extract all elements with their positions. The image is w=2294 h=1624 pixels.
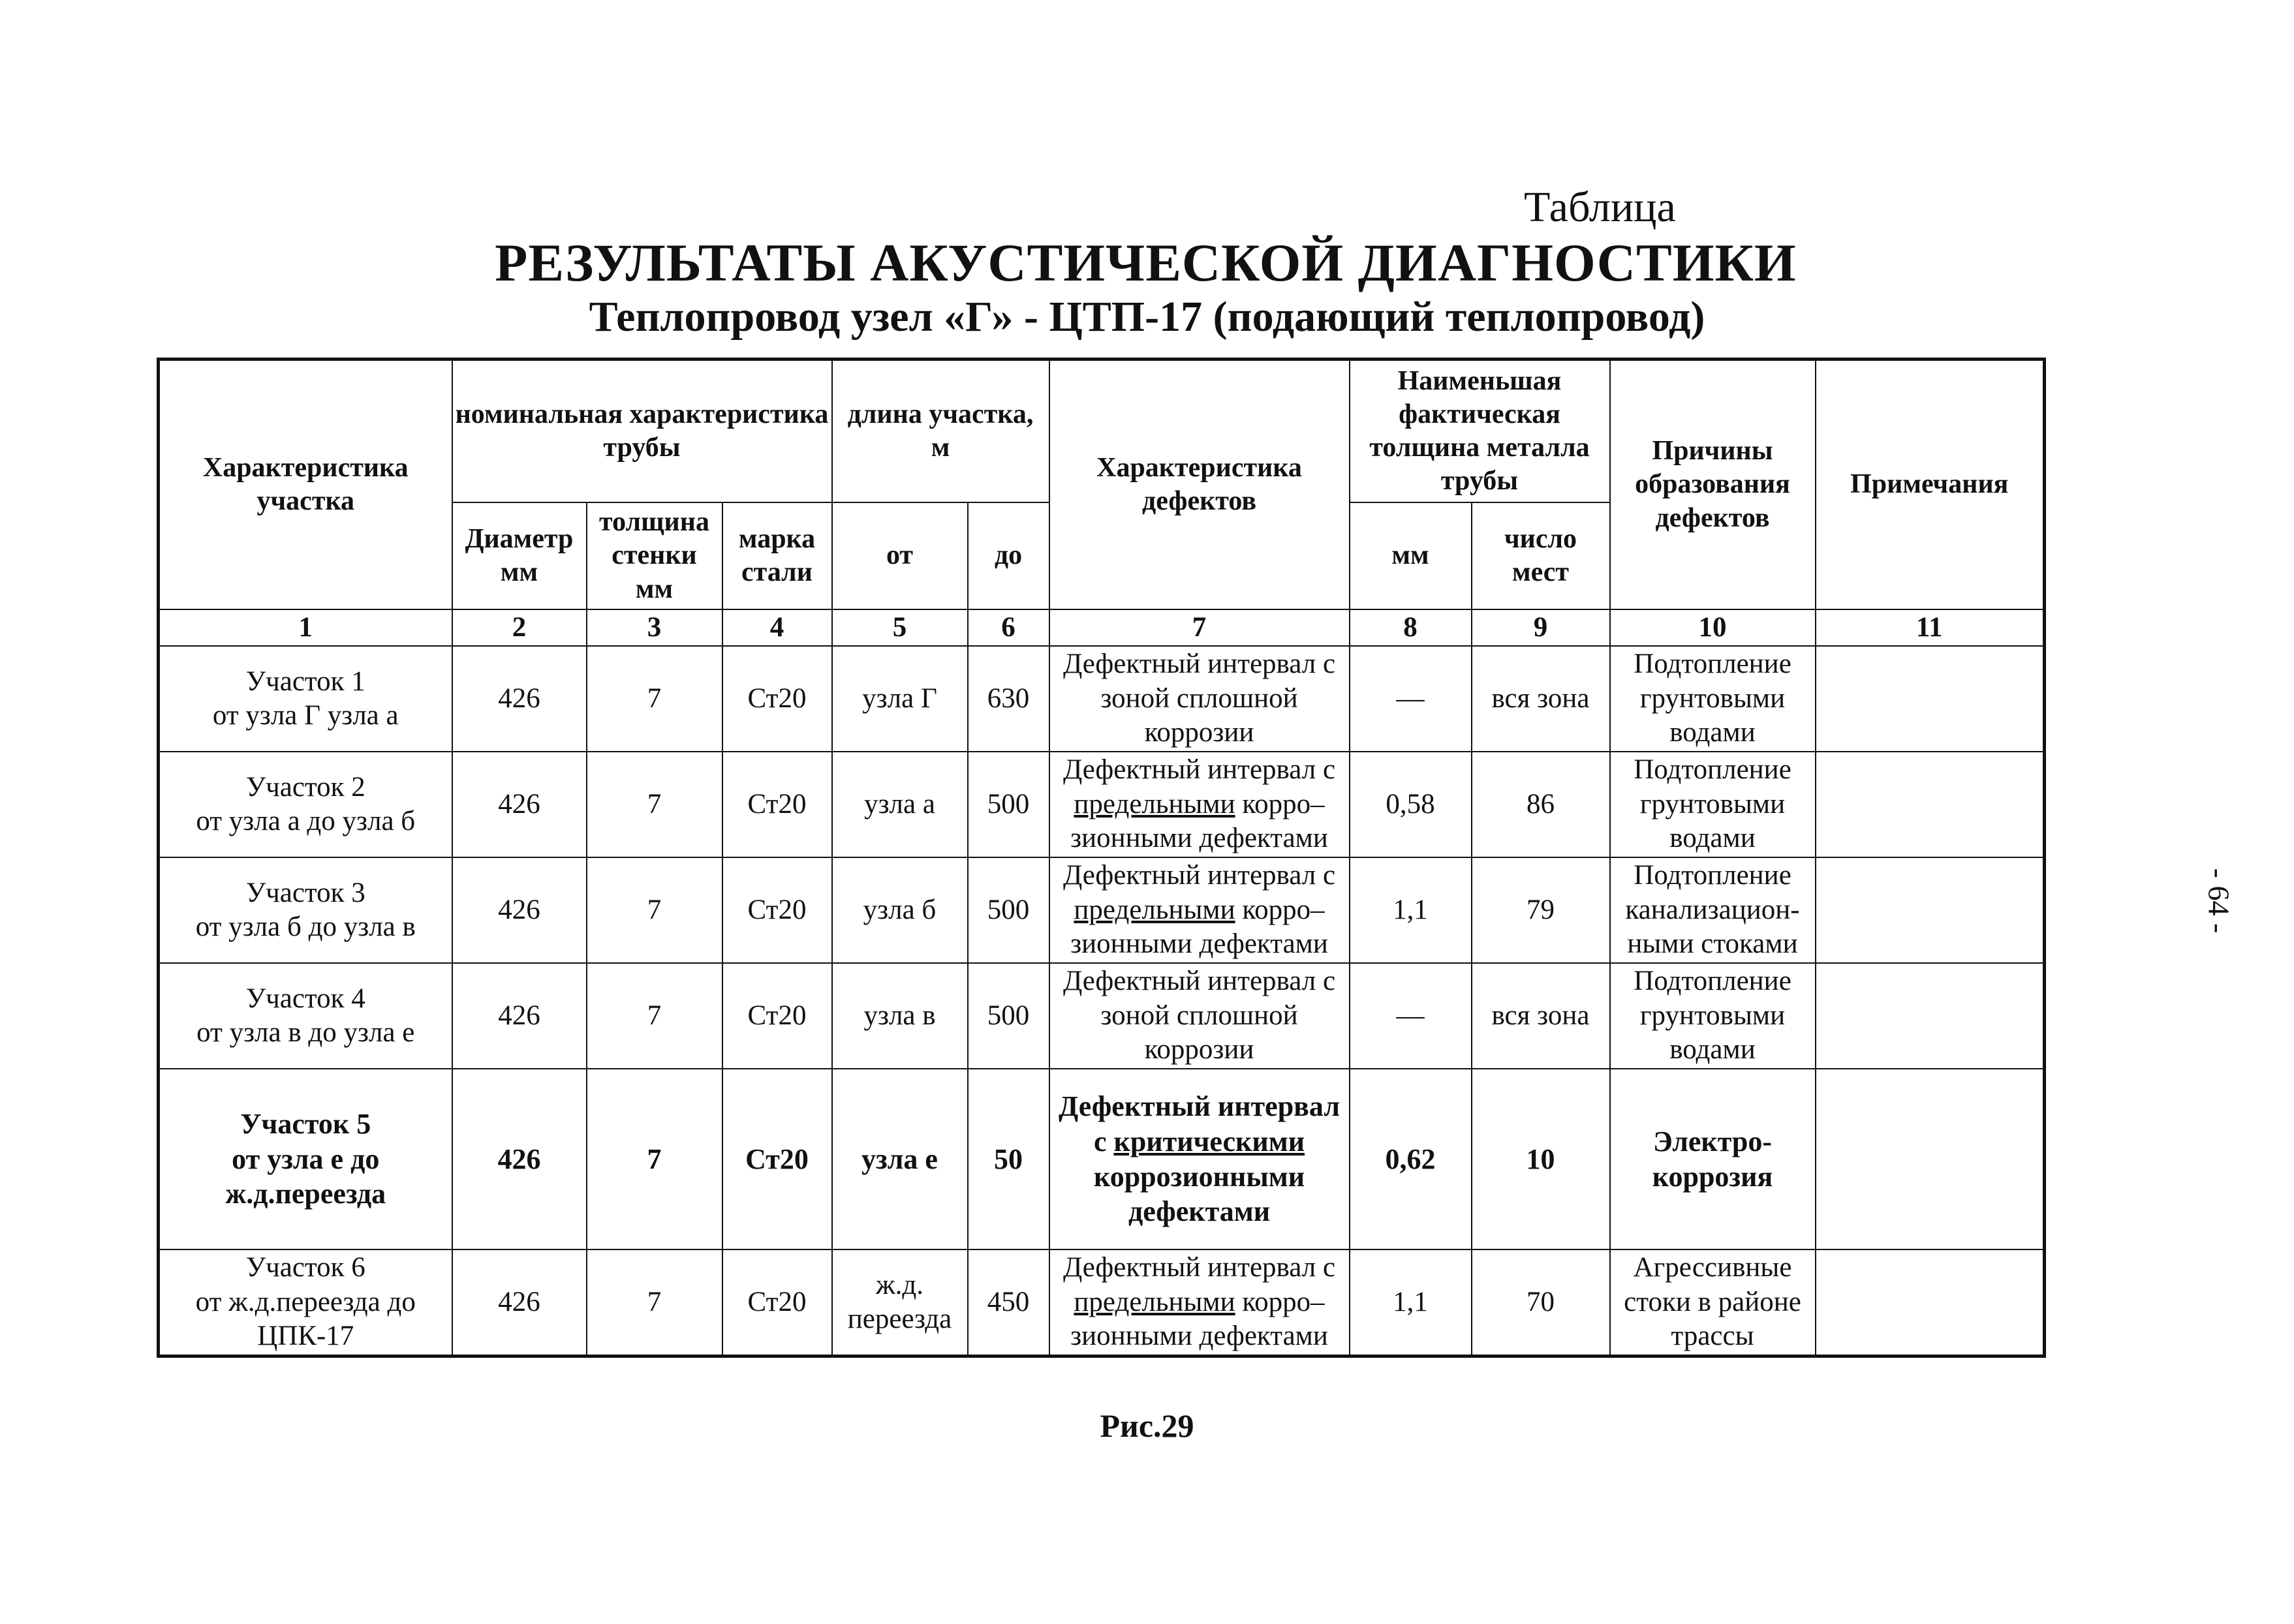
note-cell: [1816, 857, 2045, 963]
page-number: [2193, 855, 2245, 946]
places-cell: 79: [1472, 857, 1610, 963]
wall-cell: 7: [587, 857, 722, 963]
cause-cell: Подтопление грунтовыми водами: [1610, 646, 1816, 752]
diameter-cell: 426: [452, 857, 587, 963]
defect-text-emphasis: предельными: [1074, 1286, 1235, 1317]
section-range: от узла а до узла б: [196, 806, 416, 836]
section-range: от узла б до узла в: [195, 912, 416, 942]
column-number: 11: [1816, 609, 2045, 646]
defect-text-start: Дефектный интервал с: [1062, 966, 1336, 997]
from-cell: узла е: [832, 1069, 968, 1249]
steel-cell: Ст20: [722, 1249, 832, 1356]
section-name: Участок 5: [240, 1107, 371, 1140]
section-name: Участок 3: [245, 877, 365, 908]
wall-cell: 7: [587, 646, 722, 752]
places-cell: вся зона: [1472, 963, 1610, 1069]
column-number: 5: [832, 609, 968, 646]
places-cell: 70: [1472, 1249, 1610, 1356]
page-number-text: - 64 -: [2202, 868, 2236, 933]
column-number: 8: [1350, 609, 1472, 646]
column-number: 10: [1610, 609, 1816, 646]
table-row: [159, 857, 2045, 963]
from-cell: узла Г: [832, 646, 968, 752]
column-number: 4: [722, 609, 832, 646]
steel-cell: Ст20: [722, 752, 832, 857]
header-from: от: [832, 502, 968, 609]
table-row: [159, 1249, 2045, 1356]
note-cell: [1816, 1249, 2045, 1356]
column-number: 7: [1049, 609, 1350, 646]
wall-cell: 7: [587, 1249, 722, 1356]
header-causes: Причины образования дефектов: [1610, 360, 1816, 610]
section-range: от ж.д.переезда до ЦПК-17: [195, 1286, 416, 1352]
diameter-cell: 426: [452, 646, 587, 752]
table-row: [159, 752, 2045, 857]
steel-cell: Ст20: [722, 963, 832, 1069]
defect-cell: [1049, 963, 1350, 1069]
header-to: до: [968, 502, 1049, 609]
wall-cell: 7: [587, 963, 722, 1069]
header-mm: мм: [1350, 502, 1472, 609]
cause-cell: Подтопление канализацион-ными стоками: [1610, 857, 1816, 963]
table-header-row: [159, 360, 2045, 503]
wall-cell: 7: [587, 1069, 722, 1249]
diameter-cell: 426: [452, 1249, 587, 1356]
diagnostics-results-table: [157, 358, 2046, 1358]
steel-cell: Ст20: [722, 646, 832, 752]
column-number: 6: [968, 609, 1049, 646]
section-range: от узла Г узла а: [212, 700, 399, 731]
table-word: Таблица: [1524, 183, 1676, 231]
header-section: Характеристика участка: [159, 360, 452, 610]
cause-cell: Агрессивные стоки в районе трассы: [1610, 1249, 1816, 1356]
table-row: [159, 646, 2045, 752]
section-cell: [159, 752, 452, 857]
figure-caption: Рис.29: [1100, 1407, 1194, 1444]
from-cell: узла б: [832, 857, 968, 963]
note-cell: [1816, 646, 2045, 752]
header-nominal: номинальная характеристика трубы: [452, 360, 832, 503]
header-notes: Примечания: [1816, 360, 2045, 610]
defect-text-end: корро–зионными дефектами: [1070, 1286, 1328, 1352]
to-cell: 500: [968, 857, 1049, 963]
table-row: [159, 1069, 2045, 1249]
header-diameter: Диаметр мм: [452, 502, 587, 609]
defect-text-start: Дефектный интервал с: [1062, 649, 1336, 680]
mm-cell: 0,58: [1350, 752, 1472, 857]
places-cell: 86: [1472, 752, 1610, 857]
section-cell: [159, 963, 452, 1069]
steel-cell: Ст20: [722, 1069, 832, 1249]
column-number: 2: [452, 609, 587, 646]
defect-cell: [1049, 752, 1350, 857]
note-cell: [1816, 1069, 2045, 1249]
mm-cell: 0,62: [1350, 1069, 1472, 1249]
page-title-text: РЕЗУЛЬТАТЫ АКУСТИЧЕСКОЙ ДИАГНОСТИКИ: [495, 233, 1797, 292]
header-places: число мест: [1472, 502, 1610, 609]
defect-text-end: корро–зионными дефектами: [1070, 894, 1328, 960]
defect-text-start: Дефектный интервал с: [1062, 754, 1336, 786]
to-cell: 500: [968, 752, 1049, 857]
from-cell: узла а: [832, 752, 968, 857]
section-cell: [159, 1249, 452, 1356]
defect-text-emphasis: предельными: [1074, 894, 1235, 925]
mm-cell: —: [1350, 963, 1472, 1069]
defect-cell: [1049, 1249, 1350, 1356]
places-cell: 10: [1472, 1069, 1610, 1249]
column-number: 1: [159, 609, 452, 646]
defect-cell: [1049, 646, 1350, 752]
section-range: от узла е до ж.д.переезда: [225, 1142, 386, 1210]
header-wall: толщина стенки мм: [587, 502, 722, 609]
table-row: [159, 963, 2045, 1069]
defect-text-start: Дефектный интервал с: [1062, 860, 1336, 891]
cause-cell: Электро-коррозия: [1610, 1069, 1816, 1249]
defect-text-start: Дефектный интервал с: [1062, 1252, 1336, 1283]
places-cell: вся зона: [1472, 646, 1610, 752]
header-min-thickness: Наименьшая фактическая толщина металла трубы: [1350, 360, 1610, 503]
defect-text-emphasis: критическими: [1113, 1125, 1305, 1157]
note-cell: [1816, 963, 2045, 1069]
defect-text-end: коррозионными дефектами: [1093, 1160, 1305, 1228]
to-cell: 450: [968, 1249, 1049, 1356]
defect-text-end: зоной сплошной коррозии: [1100, 682, 1298, 748]
to-cell: 50: [968, 1069, 1049, 1249]
section-name: Участок 1: [245, 666, 365, 697]
from-cell: узла в: [832, 963, 968, 1069]
header-defects: Характеристика дефектов: [1049, 360, 1350, 610]
to-cell: 500: [968, 963, 1049, 1069]
section-cell: [159, 646, 452, 752]
defect-cell: [1049, 857, 1350, 963]
mm-cell: —: [1350, 646, 1472, 752]
header-steel: марка стали: [722, 502, 832, 609]
defect-cell: [1049, 1069, 1350, 1249]
defect-text-emphasis: предельными: [1074, 788, 1235, 820]
note-cell: [1816, 752, 2045, 857]
cause-cell: Подтопление грунтовыми водами: [1610, 752, 1816, 857]
column-number: 3: [587, 609, 722, 646]
steel-cell: Ст20: [722, 857, 832, 963]
from-cell: ж.д. переезда: [832, 1249, 968, 1356]
mm-cell: 1,1: [1350, 1249, 1472, 1356]
page-title: [0, 232, 2294, 294]
defect-text-start: Дефектный интервал с: [1058, 1090, 1341, 1157]
section-cell: [159, 857, 452, 963]
column-number-row: [159, 609, 2045, 646]
section-name: Участок 4: [245, 983, 365, 1014]
defect-text-end: корро–зионными дефектами: [1070, 788, 1328, 854]
diameter-cell: 426: [452, 752, 587, 857]
diameter-cell: 426: [452, 1069, 587, 1249]
column-number: 9: [1472, 609, 1610, 646]
diameter-cell: 426: [452, 963, 587, 1069]
section-cell: [159, 1069, 452, 1249]
section-range: от узла в до узла е: [196, 1017, 415, 1048]
section-name: Участок 2: [245, 771, 365, 803]
defect-text-end: зоной сплошной коррозии: [1100, 1000, 1298, 1065]
section-name: Участок 6: [245, 1252, 365, 1283]
wall-cell: 7: [587, 752, 722, 857]
mm-cell: 1,1: [1350, 857, 1472, 963]
header-length: длина участка, м: [832, 360, 1049, 503]
page-subtitle: Теплопровод узел «Г» - ЦТП-17 (подающий теплопровод): [589, 293, 1705, 341]
to-cell: 630: [968, 646, 1049, 752]
cause-cell: Подтопление грунтовыми водами: [1610, 963, 1816, 1069]
